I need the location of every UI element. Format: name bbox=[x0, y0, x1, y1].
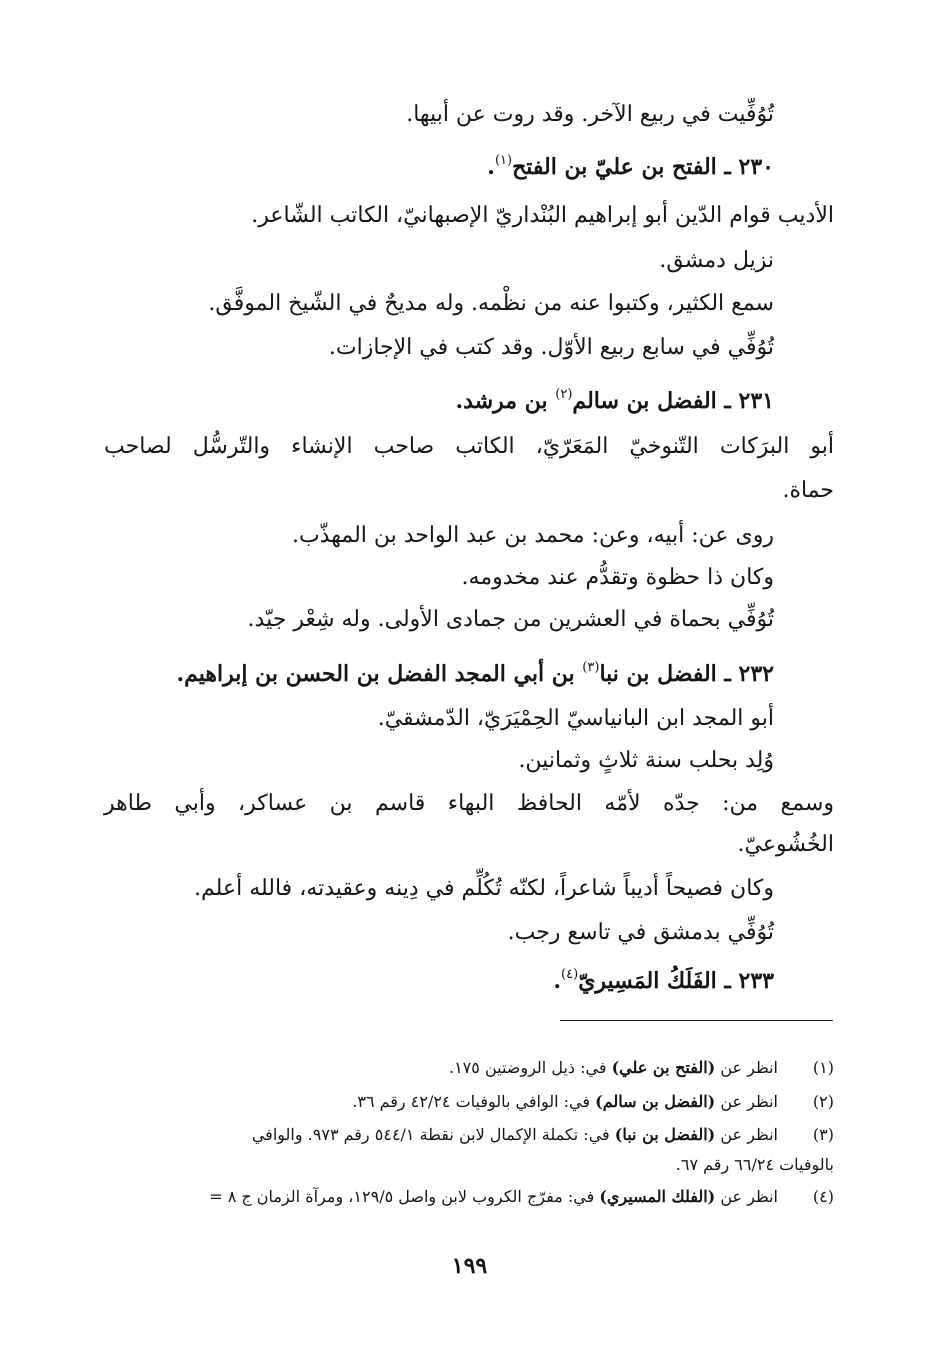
text-line: الأديب قوام الدّين أبو إبراهيم البُنْداريّ الإصبهانيّ، الكاتب الشّاعر. bbox=[251, 203, 834, 228]
footnote-text: انظر عن bbox=[715, 1058, 778, 1077]
footnote-text: انظر عن bbox=[715, 1092, 778, 1111]
entry-heading-230 bbox=[487, 152, 774, 182]
entry-title: ٢٣٢ ـ الفضل بن نبا bbox=[599, 661, 774, 687]
text-line: تُوُفِّي في سابع ربيع الأوّل. وقد كتب في الإجازات. bbox=[328, 335, 774, 360]
footnote-source: في: مفرّج الكروب لابن واصل ١٢٩/٥، ومرآة الزمان ج ٨ = bbox=[209, 1187, 600, 1206]
entry-title-end: بن أبي المجد الفضل بن الحسن بن إبراهيم. bbox=[176, 661, 583, 687]
text-line: تُوُفِّي بحماة في العشرين من جمادى الأولى. وله شِعْر جيّد. bbox=[247, 607, 774, 632]
text-line: وكان ذا حظوة وتقدُّم عند مخدومه. bbox=[461, 565, 774, 590]
footnote-subject: (الفضل بن سالم) bbox=[595, 1092, 716, 1111]
entry-heading-232 bbox=[176, 659, 774, 689]
footnote-number: (٢) bbox=[812, 1092, 834, 1111]
entry-title-end: . bbox=[553, 968, 562, 994]
footnote-number: (١) bbox=[812, 1058, 834, 1077]
entry-title: ٢٣٣ ـ الفَلَكُ المَسِيريّ bbox=[578, 968, 774, 994]
footnote-number: (٣) bbox=[812, 1125, 834, 1144]
text-line: حماة. bbox=[782, 478, 834, 503]
footnote-text: انظر عن bbox=[715, 1187, 778, 1206]
text-line: نزيل دمشق. bbox=[659, 248, 774, 273]
footnote-ref[interactable]: (١) bbox=[494, 153, 513, 168]
entry-heading-231 bbox=[456, 386, 774, 416]
page-number: ١٩٩ bbox=[451, 1253, 488, 1279]
text-line: تُوُفِّيت في ربيع الآخر. وقد روت عن أبيها. bbox=[406, 102, 774, 127]
entry-title: ٢٣١ ـ الفضل بن سالم bbox=[572, 388, 774, 414]
text-line: وكان فصيحاً أديباً شاعراً، لكنّه تُكُلِّم في دِينه وعقيدته، فالله أعلم. bbox=[194, 876, 774, 901]
entry-title-end: بن مرشد. bbox=[455, 388, 556, 414]
footnote-text: انظر عن bbox=[715, 1125, 778, 1144]
footnote-source: في: ذيل الروضتين ١٧٥. bbox=[448, 1058, 612, 1077]
text-line: وسمع من: جدّه لأمّه الحافظ البهاء قاسم بن عساكر، وأبي طاهر bbox=[104, 791, 834, 816]
footnote-1 bbox=[104, 1056, 834, 1080]
text-line: روى عن: أبيه، وعن: محمد بن عبد الواحد بن المهذّب. bbox=[291, 523, 774, 548]
footnote-number: (٤) bbox=[812, 1187, 834, 1206]
text-line: أبو المجد ابن البانياسيّ الحِمْيَرَيّ، الدّمشقيّ. bbox=[377, 706, 774, 731]
footnote-source: في: الوافي بالوفيات ٤٢/٢٤ رقم ٣٦. bbox=[352, 1092, 596, 1111]
footnote-3 bbox=[104, 1123, 834, 1147]
footnote-source: في: تكملة الإكمال لابن نقطة ٥٤٤/١ رقم ٩٧٣. والوافي bbox=[251, 1125, 615, 1144]
footnote-ref[interactable]: (٢) bbox=[555, 387, 573, 402]
text-line: سمع الكثير، وكتبوا عنه من نظْمه. وله مديحٌ في الشّيخ الموفَّق. bbox=[208, 291, 774, 316]
footnote-subject: (الفتح بن علي) bbox=[611, 1058, 716, 1077]
text-line: أبو البرَكات التّنوخيّ المَعَرّيّ، الكاتب صاحب الإنشاء والتّرسُّل لصاحب bbox=[104, 434, 834, 459]
footnote-2 bbox=[104, 1090, 834, 1114]
text-line: الخُشُوعيّ. bbox=[737, 832, 834, 857]
footnote-ref[interactable]: (٤) bbox=[561, 967, 579, 982]
entry-title-end: . bbox=[487, 154, 495, 180]
footnote-4 bbox=[104, 1185, 834, 1209]
footnote-subject: (الفضل بن نبا) bbox=[614, 1125, 716, 1144]
footnote-ref[interactable]: (٣) bbox=[582, 660, 600, 675]
entry-heading-233 bbox=[553, 966, 774, 996]
entry-title: ٢٣٠ ـ الفتح بن عليّ بن الفتح bbox=[512, 154, 774, 180]
text-line: تُوُفِّي بدمشق في تاسع رجب. bbox=[507, 920, 774, 945]
footnote-subject: (الفلك المسيري) bbox=[599, 1187, 716, 1206]
text-line: وُلِد بحلب سنة ثلاثٍ وثمانين. bbox=[518, 748, 774, 773]
footnote-divider bbox=[560, 1020, 833, 1021]
footnote-3-continuation: بالوفيات ٦٦/٢٤ رقم ٦٧. bbox=[675, 1155, 834, 1174]
